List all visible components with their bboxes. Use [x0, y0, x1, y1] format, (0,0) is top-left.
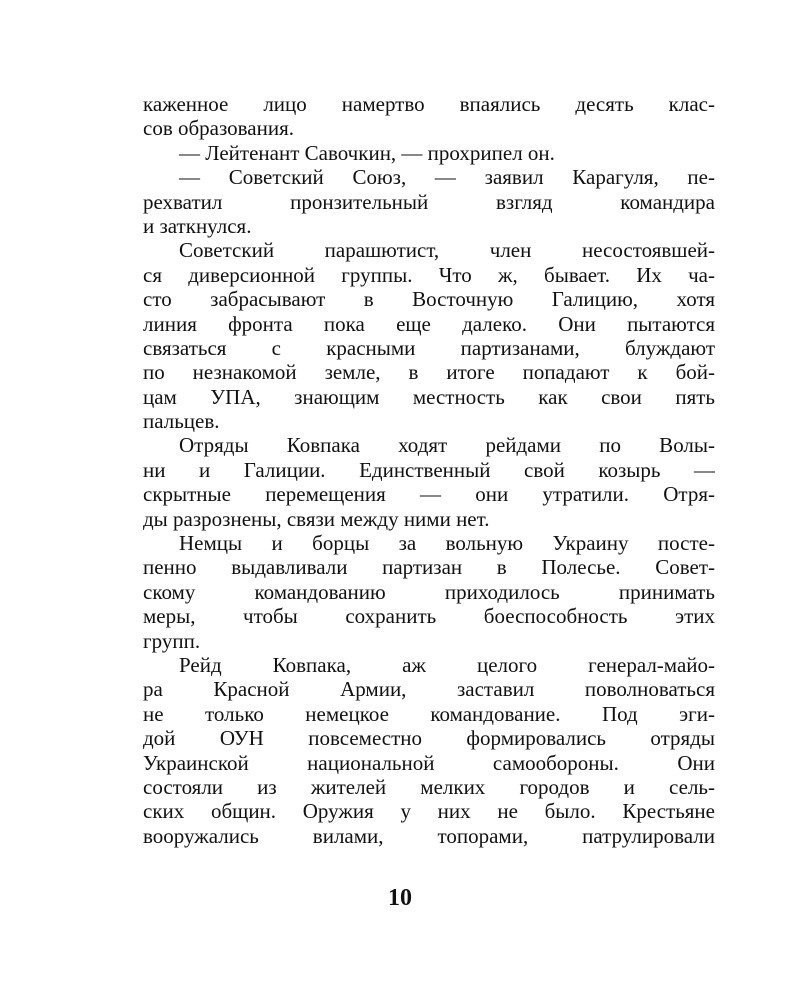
text-line: ды разрознены, связи между ними нет. [143, 506, 490, 531]
text-line: ни и Галиции. Единственный свой козырь — [143, 457, 715, 482]
text-line: Украинской национальной самообороны. Они [143, 750, 715, 775]
text-line: связаться с красными партизанами, блуждают [143, 335, 715, 360]
text-line: скрытные перемещения — они утратили. Отря- [143, 482, 715, 507]
text-line: по незнакомой земле, в итоге попадают к бой- [143, 360, 715, 385]
page-number: 10 [388, 885, 412, 911]
text-line: групп. [143, 628, 201, 653]
text-line: вооружались вилами, топорами, патрулировали [143, 823, 715, 848]
text-line: линия фронта пока еще далеко. Они пытаются [143, 311, 715, 336]
text-line: пальцев. [143, 409, 220, 434]
text-line: и заткнулся. [143, 213, 252, 238]
text-line: не только немецкое командование. Под эги- [143, 701, 715, 726]
text-line: сов образования. [143, 116, 295, 141]
text-line: — Лейтенант Савочкин, — прохрипел он. [179, 140, 555, 165]
text-line: дой ОУН повсеместно формировались отряды [143, 726, 715, 751]
text-line: ся диверсионной группы. Что ж, бывает. Их ча- [143, 262, 715, 287]
text-line: Немцы и борцы за вольную Украину посте- [179, 531, 715, 556]
text-line: рехватил пронзительный взгляд командира [143, 189, 715, 214]
text-line: Советский парашютист, член несостоявшей- [179, 238, 715, 263]
text-line: пенно выдавливали партизан в Полесье. Совет- [143, 555, 715, 580]
text-line: Рейд Ковпака, аж целого генерал-майо- [179, 652, 715, 677]
text-line: скому командованию приходилось принимать [143, 579, 715, 604]
text-line: каженное лицо намертво впаялись десять клас- [143, 92, 715, 116]
body-text [143, 92, 715, 848]
text-line: состояли из жителей мелких городов и сель- [143, 774, 715, 799]
text-line: ра Красной Армии, заставил поволноваться [143, 677, 715, 702]
text-line: Отряды Ковпака ходят рейдами по Волы- [179, 433, 715, 458]
text-line: сто забрасывают в Восточную Галицию, хотя [143, 287, 715, 312]
text-line: цам УПА, знающим местность как свои пять [143, 384, 715, 409]
text-line: — Советский Союз, — заявил Карагуля, пе- [179, 165, 715, 190]
text-line: меры, чтобы сохранить боеспособность этих [143, 604, 715, 629]
text-line: ских общин. Оружия у них не было. Крестьяне [143, 799, 715, 824]
